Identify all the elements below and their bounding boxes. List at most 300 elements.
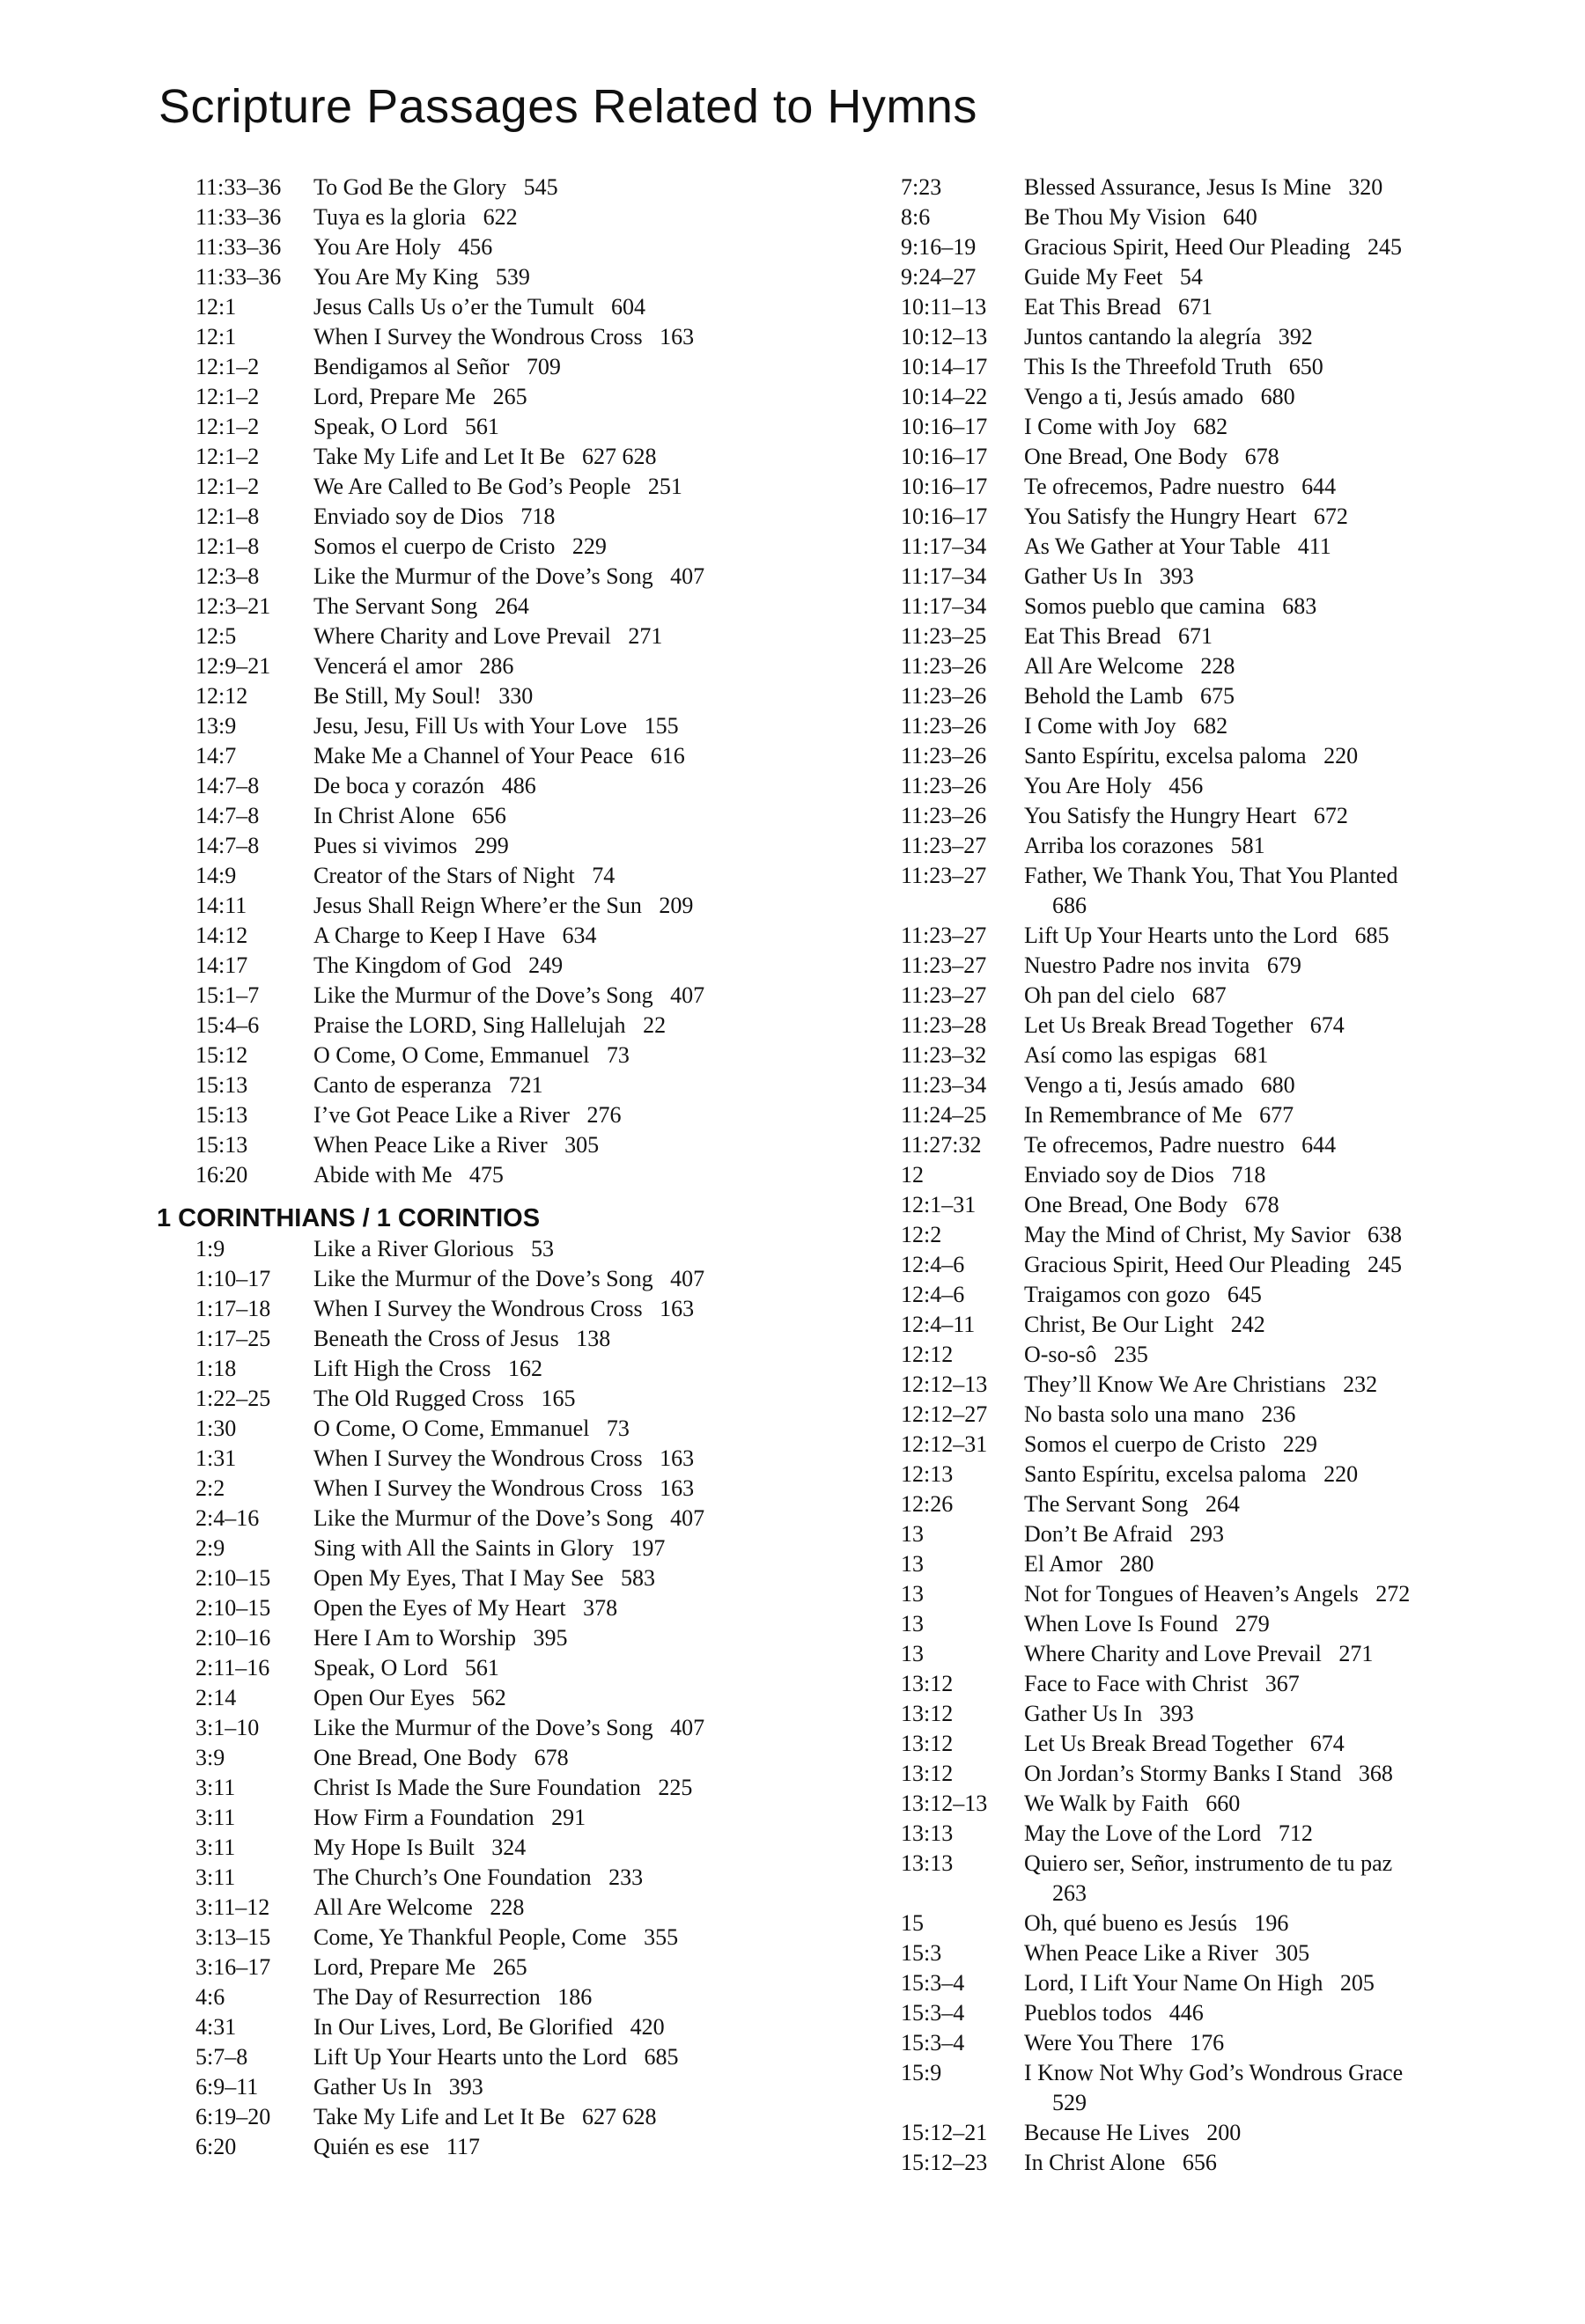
scripture-reference: 12:4–6 — [901, 1252, 965, 1277]
scripture-reference: 12:4–6 — [901, 1282, 965, 1307]
scripture-reference: 11:33–36 — [195, 174, 282, 200]
hymn-number: 583 — [621, 1565, 656, 1591]
hymn-entry — [1024, 592, 1316, 621]
hymn-number: 272 — [1375, 1581, 1411, 1607]
hymn-number: 320 — [1348, 174, 1383, 200]
scripture-entry — [901, 2058, 1570, 2118]
scripture-reference: 9:16–19 — [901, 234, 977, 260]
scripture-reference: 10:11–13 — [901, 294, 987, 320]
hymn-entry — [1024, 2148, 1217, 2178]
scripture-reference: 10:16–17 — [901, 414, 988, 439]
hymn-number: 677 — [1259, 1102, 1294, 1128]
hymn-number: 683 — [1282, 593, 1317, 619]
scripture-reference: 13:13 — [901, 1820, 954, 1846]
scripture-reference: 3:13–15 — [195, 1924, 271, 1950]
hymn-number: 220 — [1323, 1461, 1359, 1487]
hymn-entry — [1024, 412, 1227, 442]
scripture-reference: 4:31 — [195, 2014, 237, 2040]
hymn-number: 446 — [1168, 2000, 1204, 2026]
hymn-title: I Know Not Why God’s Wondrous Grace — [1024, 2060, 1404, 2085]
hymn-number: 249 — [528, 952, 564, 978]
scripture-reference: 14:7–8 — [195, 803, 260, 828]
scripture-entry — [901, 951, 1570, 981]
hymn-entry — [1024, 262, 1203, 292]
scripture-reference: 11:23–26 — [901, 773, 987, 798]
hymn-number: 671 — [1177, 623, 1213, 649]
hymn-entry — [313, 1294, 694, 1324]
scripture-reference: 15:3 — [901, 1940, 942, 1966]
scripture-reference: 12:12–27 — [901, 1401, 988, 1427]
scripture-reference: 13:9 — [195, 713, 237, 739]
hymn-entry — [313, 2102, 657, 2132]
scripture-entry — [901, 502, 1570, 532]
hymn-entry — [313, 831, 509, 861]
hymn-number: 263 — [1052, 1880, 1087, 1906]
hymn-number: 54 — [1179, 264, 1203, 290]
hymn-title: When I Survey the Wondrous Cross — [313, 1475, 643, 1501]
hymn-title: The Church’s One Foundation — [313, 1864, 592, 1890]
scripture-reference: 1:18 — [195, 1356, 237, 1381]
hymn-number: 672 — [1313, 803, 1348, 828]
hymn-number: 685 — [644, 2044, 679, 2070]
scripture-reference: 14:12 — [195, 923, 248, 948]
scripture-reference: 11:23–26 — [901, 713, 987, 739]
scripture-reference: 1:17–25 — [195, 1326, 271, 1351]
hymn-entry — [313, 382, 527, 412]
hymn-entry — [313, 1130, 599, 1160]
scripture-entry — [157, 202, 852, 232]
hymn-title: Arriba los corazones — [1024, 833, 1214, 858]
hymn-title: Creator of the Stars of Night — [313, 863, 575, 888]
hymn-number: 264 — [494, 593, 529, 619]
hymn-title: Lift Up Your Hearts unto the Lord — [313, 2044, 628, 2070]
scripture-reference: 11:27:32 — [901, 1132, 982, 1158]
hymn-title: Be Still, My Soul! — [313, 683, 482, 709]
scripture-entry — [157, 1893, 852, 1923]
scripture-reference: 14:7–8 — [195, 773, 260, 798]
scripture-entry — [901, 1370, 1570, 1400]
scripture-entry — [157, 1474, 852, 1504]
hymn-entry — [1024, 1280, 1262, 1310]
hymn-title: Let Us Break Bread Together — [1024, 1731, 1294, 1756]
hymn-title: Santo Espíritu, excelsa paloma — [1024, 1461, 1307, 1487]
scripture-reference: 15:12 — [195, 1042, 248, 1068]
scripture-entry — [901, 2118, 1570, 2148]
hymn-number: 721 — [508, 1072, 543, 1098]
scripture-reference: 12:1–2 — [195, 354, 260, 379]
hymn-entry — [1024, 831, 1265, 861]
hymn-entry — [313, 502, 555, 532]
hymn-title: Where Charity and Love Prevail — [313, 623, 611, 649]
scripture-reference: 11:24–25 — [901, 1102, 987, 1128]
scripture-reference: 10:16–17 — [901, 474, 988, 499]
hymn-number: 155 — [644, 713, 679, 739]
hymn-title: Take My Life and Let It Be — [313, 444, 565, 469]
hymn-number: 712 — [1278, 1820, 1313, 1846]
scripture-entry — [157, 1863, 852, 1893]
scripture-reference: 11:23–25 — [901, 623, 987, 649]
hymn-number: 671 — [1177, 294, 1213, 320]
scripture-reference: 12:12–31 — [901, 1431, 988, 1457]
scripture-reference: 3:16–17 — [195, 1954, 271, 1980]
hymn-entry — [313, 1953, 527, 1982]
scripture-entry — [901, 1968, 1570, 1998]
hymn-title: Gather Us In — [313, 2074, 432, 2100]
hymn-entry — [313, 711, 679, 741]
hymn-entry — [1024, 621, 1213, 651]
hymn-entry — [313, 232, 492, 262]
scripture-entry — [157, 1504, 852, 1533]
scripture-entry — [901, 472, 1570, 502]
hymn-title: We Are Called to Be God’s People — [313, 474, 631, 499]
hymn-entry — [313, 1070, 543, 1100]
hymn-title: Vengo a ti, Jesús amado — [1024, 384, 1244, 409]
hymn-title: Beneath the Cross of Jesus — [313, 1326, 559, 1351]
hymn-title: You Are Holy — [313, 234, 441, 260]
hymn-number: 74 — [592, 863, 616, 888]
hymn-number: 674 — [1309, 1012, 1345, 1038]
scripture-reference: 15 — [901, 1910, 924, 1936]
hymn-title: Quién es ese — [313, 2134, 430, 2159]
hymn-entry — [1024, 1639, 1373, 1669]
hymn-number: 682 — [1193, 414, 1228, 439]
hymn-entry — [313, 292, 645, 322]
hymn-number: 678 — [1244, 1192, 1279, 1217]
scripture-reference: 15:3–4 — [901, 2030, 965, 2056]
scripture-entry — [157, 1384, 852, 1414]
scripture-reference: 2:4–16 — [195, 1505, 260, 1531]
scripture-reference: 15:12–23 — [901, 2150, 988, 2175]
hymn-entry — [313, 1923, 678, 1953]
hymn-title: Sing with All the Saints in Glory — [313, 1535, 614, 1561]
scripture-reference: 14:11 — [195, 893, 247, 918]
scripture-reference: 15:9 — [901, 2060, 942, 2085]
hymn-entry — [313, 202, 518, 232]
hymn-title: Oh pan del cielo — [1024, 982, 1176, 1008]
scripture-entry — [157, 921, 852, 951]
hymn-number: 324 — [491, 1835, 527, 1860]
hymn-number: 393 — [1159, 1701, 1194, 1726]
hymn-number: 407 — [670, 1505, 705, 1531]
hymn-entry — [313, 861, 615, 891]
hymn-title: I Come with Joy — [1024, 713, 1176, 739]
hymn-number: 291 — [551, 1805, 586, 1830]
hymn-number: 264 — [1205, 1491, 1240, 1517]
hymn-title: Bendigamos al Señor — [313, 354, 510, 379]
hymn-entry — [1024, 1400, 1295, 1430]
scripture-entry — [901, 651, 1570, 681]
hymn-title: In Christ Alone — [1024, 2150, 1166, 2175]
hymn-number: 228 — [1200, 653, 1235, 679]
hymn-entry — [1024, 1460, 1358, 1489]
hymn-number: 265 — [492, 1954, 527, 1980]
scripture-reference: 11:23–27 — [901, 863, 987, 888]
hymn-number: 163 — [660, 1475, 695, 1501]
hymn-number: 562 — [471, 1685, 506, 1710]
scripture-entry — [901, 981, 1570, 1011]
scripture-reference: 13:13 — [901, 1850, 954, 1876]
scripture-reference: 13 — [901, 1551, 924, 1577]
hymn-title: One Bread, One Body — [1024, 1192, 1228, 1217]
hymn-number: 286 — [479, 653, 514, 679]
hymn-entry — [1024, 1041, 1268, 1070]
hymn-number: 687 — [1191, 982, 1227, 1008]
scripture-entry — [901, 1400, 1570, 1430]
scripture-entry — [901, 382, 1570, 412]
hymn-entry — [313, 1893, 524, 1923]
hymn-number: 395 — [533, 1625, 568, 1651]
hymn-title: Eat This Bread — [1024, 294, 1161, 320]
scripture-reference: 2:2 — [195, 1475, 225, 1501]
right-column — [901, 173, 1570, 2178]
hymn-entry — [313, 1444, 694, 1474]
scripture-entry — [901, 1729, 1570, 1759]
scripture-entry — [901, 741, 1570, 771]
hymn-title: Where Charity and Love Prevail — [1024, 1641, 1322, 1666]
hymn-number: 245 — [1367, 1252, 1402, 1277]
scripture-entry — [157, 981, 852, 1011]
hymn-entry — [313, 1160, 504, 1190]
hymn-title: They’ll Know We Are Christians — [1024, 1372, 1326, 1397]
hymn-number: 627 628 — [582, 2104, 657, 2129]
scripture-entry — [901, 292, 1570, 322]
hymn-number: 138 — [576, 1326, 611, 1351]
hymn-entry — [313, 1011, 666, 1041]
scripture-reference: 12:12 — [195, 683, 248, 709]
hymn-number: 200 — [1206, 2120, 1242, 2145]
hymn-title: Blessed Assurance, Jesus Is Mine — [1024, 174, 1331, 200]
hymn-number: 634 — [562, 923, 597, 948]
hymn-entry — [1024, 232, 1402, 262]
hymn-title: As We Gather at Your Table — [1024, 533, 1281, 559]
hymn-number: 393 — [1159, 563, 1194, 589]
hymn-title: Vencerá el amor — [313, 653, 462, 679]
hymn-title: Quiero ser, Señor, instrumento de tu paz — [1024, 1850, 1393, 1876]
scripture-reference: 12:1 — [195, 294, 237, 320]
hymn-number: 456 — [458, 234, 493, 260]
scripture-reference: 15:13 — [195, 1132, 248, 1158]
hymn-entry — [313, 1563, 655, 1593]
scripture-reference: 15:1–7 — [195, 982, 260, 1008]
scripture-entry — [157, 1011, 852, 1041]
hymn-number: 656 — [1182, 2150, 1217, 2175]
scripture-reference: 12:1–8 — [195, 504, 260, 529]
hymn-entry — [1024, 1489, 1240, 1519]
hymn-entry — [313, 532, 607, 562]
scripture-reference: 11:33–36 — [195, 234, 282, 260]
scripture-entry — [157, 502, 852, 532]
scripture-reference: 12:1 — [195, 324, 237, 349]
hymn-number: 235 — [1113, 1342, 1148, 1367]
scripture-reference: 8:6 — [901, 204, 931, 230]
hymn-title: Because He Lives — [1024, 2120, 1190, 2145]
hymn-title: Pues si vivimos — [313, 833, 458, 858]
hymn-entry — [313, 1683, 506, 1713]
hymn-number: 330 — [498, 683, 534, 709]
hymn-title: O-so-sô — [1024, 1342, 1097, 1367]
scripture-entry — [901, 1908, 1570, 1938]
hymn-title: El Amor — [1024, 1551, 1102, 1577]
hymn-entry — [313, 442, 657, 472]
scripture-entry — [157, 322, 852, 352]
hymn-entry — [313, 921, 597, 951]
scripture-entry — [157, 1713, 852, 1743]
hymn-title: Were You There — [1024, 2030, 1173, 2056]
hymn-number: 220 — [1323, 743, 1359, 769]
hymn-title: Like the Murmur of the Dove’s Song — [313, 982, 653, 1008]
hymn-number: 367 — [1264, 1671, 1300, 1696]
hymn-title: The Servant Song — [313, 593, 478, 619]
hymn-entry — [1024, 861, 1397, 921]
hymn-title: Lift High the Cross — [313, 1356, 491, 1381]
book-heading: 1 CORINTHIANS / 1 CORINTIOS — [157, 1204, 541, 1232]
hymn-title: Somos el cuerpo de Cristo — [313, 533, 556, 559]
hymn-number: 674 — [1309, 1731, 1345, 1756]
hymn-title: Canto de esperanza — [313, 1072, 492, 1098]
hymn-entry — [313, 352, 561, 382]
scripture-reference: 3:11 — [195, 1835, 236, 1860]
hymn-title: Don’t Be Afraid — [1024, 1521, 1173, 1547]
scripture-reference: 11:23–26 — [901, 743, 987, 769]
hymn-entry — [313, 173, 558, 202]
hymn-title: My Hope Is Built — [313, 1835, 475, 1860]
hymn-title: In Christ Alone — [313, 803, 455, 828]
hymn-entry — [1024, 801, 1348, 831]
hymn-number: 622 — [483, 204, 518, 230]
hymn-entry — [1024, 1669, 1300, 1699]
hymn-number: 53 — [530, 1236, 554, 1261]
hymn-title: Jesus Shall Reign Where’er the Sun — [313, 893, 642, 918]
hymn-number: 407 — [670, 563, 705, 589]
scripture-entry — [901, 1849, 1570, 1908]
scripture-reference: 11:23–27 — [901, 923, 987, 948]
hymn-number: 604 — [611, 294, 646, 320]
scripture-reference: 15:13 — [195, 1102, 248, 1128]
scripture-reference: 15:3–4 — [901, 2000, 965, 2026]
hymn-title: Christ Is Made the Sure Foundation — [313, 1775, 641, 1800]
scripture-reference: 1:10–17 — [195, 1266, 271, 1291]
scripture-reference: 2:10–16 — [195, 1625, 271, 1651]
scripture-entry — [901, 1669, 1570, 1699]
scripture-reference: 3:9 — [195, 1745, 225, 1770]
hymn-title: Así como las espigas — [1024, 1042, 1217, 1068]
scripture-entry — [157, 262, 852, 292]
hymn-title: Like a River Glorious — [313, 1236, 514, 1261]
hymn-title: Tuya es la gloria — [313, 204, 467, 230]
hymn-entry — [313, 1384, 576, 1414]
hymn-title: Enviado soy de Dios — [1024, 1162, 1214, 1188]
hymn-number: 163 — [660, 1296, 695, 1321]
hymn-number: 245 — [1367, 234, 1402, 260]
scripture-entry — [901, 1609, 1570, 1639]
scripture-entry — [157, 382, 852, 412]
scripture-reference: 14:7–8 — [195, 833, 260, 858]
hymn-number: 209 — [659, 893, 694, 918]
scripture-reference: 11:23–34 — [901, 1072, 987, 1098]
hymn-title: Lord, I Lift Your Name On High — [1024, 1970, 1323, 1996]
scripture-reference: 10:14–17 — [901, 354, 988, 379]
hymn-title: The Old Rugged Cross — [313, 1386, 525, 1411]
hymn-entry — [1024, 1340, 1148, 1370]
hymn-title: Gracious Spirit, Heed Our Pleading — [1024, 234, 1351, 260]
scripture-entry — [157, 1100, 852, 1130]
scripture-reference: 13:12–13 — [901, 1791, 988, 1816]
hymn-number: 176 — [1190, 2030, 1225, 2056]
hymn-title: How Firm a Foundation — [313, 1805, 534, 1830]
hymn-title: Lord, Prepare Me — [313, 384, 476, 409]
hymn-number: 251 — [647, 474, 682, 499]
scripture-entry — [157, 681, 852, 711]
scripture-reference: 2:14 — [195, 1685, 237, 1710]
hymn-number: 640 — [1222, 204, 1257, 230]
hymn-number: 280 — [1119, 1551, 1154, 1577]
hymn-number: 675 — [1200, 683, 1235, 709]
hymn-title: Like the Murmur of the Dove’s Song — [313, 1715, 653, 1740]
scripture-reference: 12:26 — [901, 1491, 954, 1517]
hymn-number: 456 — [1168, 773, 1204, 798]
hymn-number: 718 — [520, 504, 556, 529]
hymn-number: 680 — [1260, 1072, 1295, 1098]
hymn-entry — [313, 621, 662, 651]
hymn-title: Eat This Bread — [1024, 623, 1161, 649]
hymn-title: A Charge to Keep I Have — [313, 923, 546, 948]
scripture-entry — [157, 831, 852, 861]
scripture-entry — [157, 1743, 852, 1773]
hymn-title: I Come with Joy — [1024, 414, 1176, 439]
hymn-entry — [1024, 1430, 1317, 1460]
hymn-title: When I Survey the Wondrous Cross — [313, 1296, 643, 1321]
scripture-entry — [901, 322, 1570, 352]
hymn-entry — [1024, 741, 1358, 771]
hymn-entry — [1024, 1938, 1309, 1968]
scripture-entry — [157, 1593, 852, 1623]
scripture-entry — [901, 1130, 1570, 1160]
scripture-entry — [157, 2012, 852, 2042]
hymn-title: Gather Us In — [1024, 563, 1143, 589]
hymn-number: 561 — [464, 414, 499, 439]
scripture-entry — [901, 1789, 1570, 1819]
hymn-entry — [313, 1863, 643, 1893]
scripture-entry — [157, 2132, 852, 2162]
scripture-entry — [157, 412, 852, 442]
scripture-entry — [157, 861, 852, 891]
scripture-reference: 5:7–8 — [195, 2044, 248, 2070]
hymn-title: In Remembrance of Me — [1024, 1102, 1242, 1128]
scripture-entry — [157, 472, 852, 502]
scripture-reference: 12:5 — [195, 623, 237, 649]
scripture-entry — [901, 831, 1570, 861]
scripture-reference: 1:31 — [195, 1445, 237, 1471]
scripture-reference: 12:2 — [901, 1222, 942, 1247]
hymn-entry — [313, 1743, 569, 1773]
hymn-title: May the Mind of Christ, My Savior — [1024, 1222, 1351, 1247]
hymn-entry — [313, 741, 685, 771]
hymn-title: Like the Murmur of the Dove’s Song — [313, 1505, 653, 1531]
hymn-title: Te ofrecemos, Padre nuestro — [1024, 1132, 1285, 1158]
hymn-title: Traigamos con gozo — [1024, 1282, 1211, 1307]
hymn-title: Face to Face with Christ — [1024, 1671, 1249, 1696]
scripture-reference: 11:17–34 — [901, 533, 987, 559]
hymn-entry — [313, 1773, 692, 1803]
scripture-entry — [157, 1982, 852, 2012]
hymn-entry — [1024, 711, 1227, 741]
hymn-number: 407 — [670, 1266, 705, 1291]
hymn-number: 225 — [658, 1775, 693, 1800]
scripture-reference: 12:1–2 — [195, 474, 260, 499]
hymn-number: 163 — [660, 324, 695, 349]
hymn-number: 650 — [1288, 354, 1323, 379]
hymn-number: 271 — [628, 623, 663, 649]
